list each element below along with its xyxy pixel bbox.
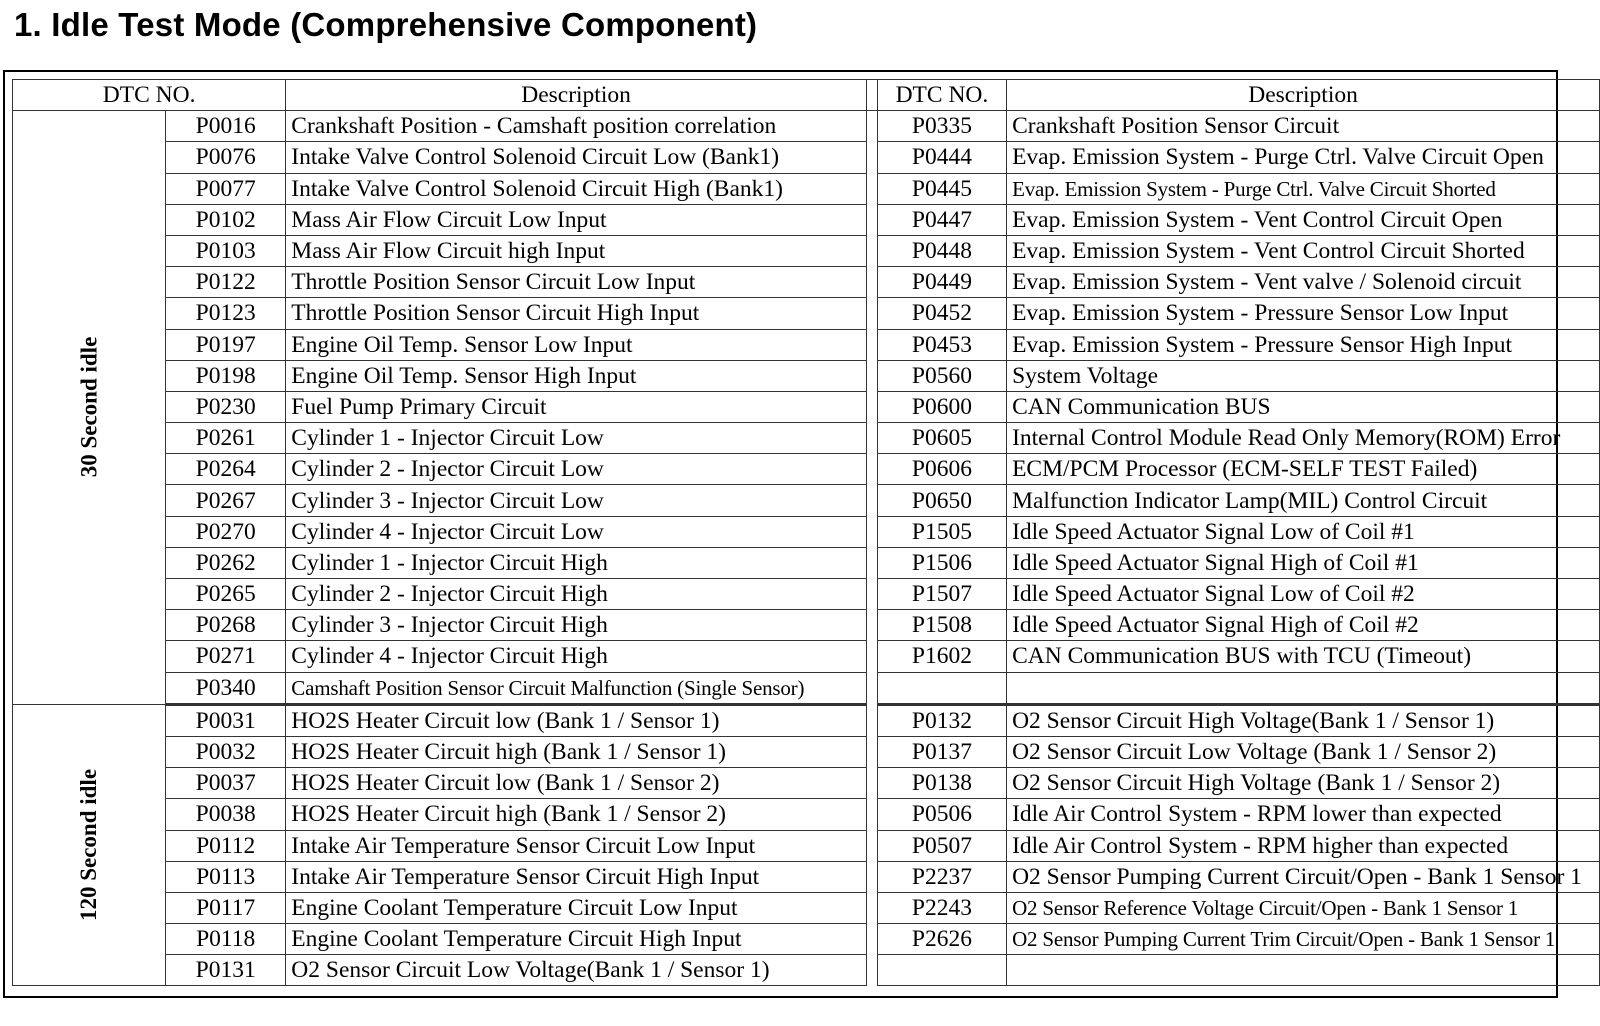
dtc-code-left: P0077 bbox=[166, 173, 286, 204]
table-row bbox=[13, 516, 1600, 547]
dtc-code-right: P0445 bbox=[877, 173, 1006, 204]
description-right: Idle Speed Actuator Signal Low of Coil #2 bbox=[1007, 579, 1600, 610]
table-row bbox=[13, 423, 1600, 454]
description-left: Engine Coolant Temperature Circuit High Input bbox=[286, 924, 867, 955]
dtc-table bbox=[12, 79, 1600, 986]
column-gap bbox=[866, 111, 877, 142]
column-gap bbox=[866, 485, 877, 516]
dtc-code-left: P0267 bbox=[166, 485, 286, 516]
dtc-code-right: P0507 bbox=[877, 830, 1006, 861]
description-left: O2 Sensor Circuit Low Voltage(Bank 1 / Sensor 1) bbox=[286, 955, 867, 986]
dtc-code-left: P0264 bbox=[166, 454, 286, 485]
table-header-row bbox=[13, 80, 1600, 111]
description-right: Idle Speed Actuator Signal Low of Coil #1 bbox=[1007, 516, 1600, 547]
dtc-code-left: P0032 bbox=[166, 736, 286, 767]
header-description-right: Description bbox=[1007, 80, 1600, 111]
column-gap bbox=[866, 799, 877, 830]
dtc-code-right: P0452 bbox=[877, 298, 1006, 329]
description-right: Evap. Emission System - Purge Ctrl. Valve Circuit Shorted bbox=[1007, 173, 1600, 204]
table-row bbox=[13, 892, 1600, 923]
description-left: HO2S Heater Circuit high (Bank 1 / Sensor 1) bbox=[286, 736, 867, 767]
dtc-code-left: P0261 bbox=[166, 423, 286, 454]
dtc-code-left: P0031 bbox=[166, 704, 286, 736]
dtc-code-right: P0560 bbox=[877, 360, 1006, 391]
dtc-code-right: P0448 bbox=[877, 235, 1006, 266]
dtc-code-right: P0605 bbox=[877, 423, 1006, 454]
dtc-code-right: P0444 bbox=[877, 142, 1006, 173]
table-row bbox=[13, 329, 1600, 360]
dtc-code-left: P0340 bbox=[166, 672, 286, 704]
dtc-code-right: P0600 bbox=[877, 391, 1006, 422]
dtc-code-right: P0453 bbox=[877, 329, 1006, 360]
dtc-code-right: P0335 bbox=[877, 111, 1006, 142]
description-right bbox=[1007, 672, 1600, 704]
description-right: O2 Sensor Circuit High Voltage (Bank 1 / Sensor 2) bbox=[1007, 768, 1600, 799]
column-gap bbox=[866, 704, 877, 736]
description-left: HO2S Heater Circuit low (Bank 1 / Sensor 2) bbox=[286, 768, 867, 799]
description-left: Fuel Pump Primary Circuit bbox=[286, 391, 867, 422]
dtc-code-right: P1506 bbox=[877, 547, 1006, 578]
description-left: Cylinder 2 - Injector Circuit High bbox=[286, 579, 867, 610]
column-gap bbox=[866, 454, 877, 485]
table-row bbox=[13, 298, 1600, 329]
description-left: Intake Air Temperature Sensor Circuit Low Input bbox=[286, 830, 867, 861]
dtc-code-left: P0122 bbox=[166, 267, 286, 298]
description-right: O2 Sensor Pumping Current Trim Circuit/Open - Bank 1 Sensor 1 bbox=[1007, 924, 1600, 955]
table-row bbox=[13, 641, 1600, 672]
column-gap bbox=[866, 579, 877, 610]
table-row bbox=[13, 799, 1600, 830]
description-left: Engine Oil Temp. Sensor Low Input bbox=[286, 329, 867, 360]
description-right: O2 Sensor Pumping Current Circuit/Open - Bank 1 Sensor 1 bbox=[1007, 861, 1600, 892]
column-gap bbox=[866, 892, 877, 923]
description-right: Idle Speed Actuator Signal High of Coil #2 bbox=[1007, 610, 1600, 641]
column-gap bbox=[866, 235, 877, 266]
column-gap bbox=[866, 547, 877, 578]
description-right: Evap. Emission System - Vent Control Circuit Open bbox=[1007, 204, 1600, 235]
dtc-code-left: P0038 bbox=[166, 799, 286, 830]
dtc-code-left: P0268 bbox=[166, 610, 286, 641]
table-row bbox=[13, 736, 1600, 767]
description-right: Evap. Emission System - Pressure Sensor High Input bbox=[1007, 329, 1600, 360]
description-right: Evap. Emission System - Purge Ctrl. Valve Circuit Open bbox=[1007, 142, 1600, 173]
description-left: Cylinder 1 - Injector Circuit Low bbox=[286, 423, 867, 454]
dtc-code-right: P1508 bbox=[877, 610, 1006, 641]
table-row bbox=[13, 485, 1600, 516]
dtc-code-right: P2243 bbox=[877, 892, 1006, 923]
description-left: Intake Valve Control Solenoid Circuit Low (Bank1) bbox=[286, 142, 867, 173]
table-row bbox=[13, 579, 1600, 610]
column-gap bbox=[866, 830, 877, 861]
table-row bbox=[13, 704, 1600, 736]
description-left: Camshaft Position Sensor Circuit Malfunction (Single Sensor) bbox=[286, 672, 867, 704]
dtc-code-left: P0198 bbox=[166, 360, 286, 391]
description-left: Crankshaft Position - Camshaft position correlation bbox=[286, 111, 867, 142]
description-left: Intake Valve Control Solenoid Circuit High (Bank1) bbox=[286, 173, 867, 204]
table-row bbox=[13, 267, 1600, 298]
description-right: Idle Speed Actuator Signal High of Coil #1 bbox=[1007, 547, 1600, 578]
group-label: 30 Second idle bbox=[76, 337, 102, 478]
description-left: HO2S Heater Circuit high (Bank 1 / Sensor 2) bbox=[286, 799, 867, 830]
column-gap bbox=[866, 423, 877, 454]
description-right: Evap. Emission System - Vent valve / Solenoid circuit bbox=[1007, 267, 1600, 298]
table-row bbox=[13, 672, 1600, 704]
description-right: CAN Communication BUS with TCU (Timeout) bbox=[1007, 641, 1600, 672]
table-row bbox=[13, 173, 1600, 204]
table-row bbox=[13, 830, 1600, 861]
description-right: Internal Control Module Read Only Memory(ROM) Error bbox=[1007, 423, 1600, 454]
table-row bbox=[13, 391, 1600, 422]
dtc-code-left: P0131 bbox=[166, 955, 286, 986]
dtc-code-right: P0138 bbox=[877, 768, 1006, 799]
dtc-code-right: P0606 bbox=[877, 454, 1006, 485]
description-right: O2 Sensor Circuit Low Voltage (Bank 1 / Sensor 2) bbox=[1007, 736, 1600, 767]
column-gap bbox=[866, 329, 877, 360]
dtc-code-right: P2626 bbox=[877, 924, 1006, 955]
column-gap bbox=[866, 267, 877, 298]
column-gap bbox=[866, 736, 877, 767]
dtc-code-left: P0270 bbox=[166, 516, 286, 547]
column-gap bbox=[866, 80, 877, 111]
dtc-code-right bbox=[877, 672, 1006, 704]
description-right: ECM/PCM Processor (ECM-SELF TEST Failed) bbox=[1007, 454, 1600, 485]
description-right: System Voltage bbox=[1007, 360, 1600, 391]
column-gap bbox=[866, 360, 877, 391]
column-gap bbox=[866, 610, 877, 641]
description-left: Engine Oil Temp. Sensor High Input bbox=[286, 360, 867, 391]
dtc-code-left: P0102 bbox=[166, 204, 286, 235]
column-gap bbox=[866, 391, 877, 422]
column-gap bbox=[866, 924, 877, 955]
dtc-code-right: P0506 bbox=[877, 799, 1006, 830]
dtc-code-right: P1602 bbox=[877, 641, 1006, 672]
table-row bbox=[13, 235, 1600, 266]
description-left: Cylinder 2 - Injector Circuit Low bbox=[286, 454, 867, 485]
dtc-code-right: P0449 bbox=[877, 267, 1006, 298]
column-gap bbox=[866, 641, 877, 672]
dtc-code-right: P0650 bbox=[877, 485, 1006, 516]
description-right: Evap. Emission System - Pressure Sensor Low Input bbox=[1007, 298, 1600, 329]
column-gap bbox=[866, 142, 877, 173]
header-description-left: Description bbox=[286, 80, 867, 111]
description-left: Throttle Position Sensor Circuit Low Input bbox=[286, 267, 867, 298]
table-row bbox=[13, 955, 1600, 986]
column-gap bbox=[866, 861, 877, 892]
description-right: Idle Air Control System - RPM higher than expected bbox=[1007, 830, 1600, 861]
dtc-code-left: P0076 bbox=[166, 142, 286, 173]
description-left: Engine Coolant Temperature Circuit Low Input bbox=[286, 892, 867, 923]
description-right: Malfunction Indicator Lamp(MIL) Control Circuit bbox=[1007, 485, 1600, 516]
dtc-code-right: P2237 bbox=[877, 861, 1006, 892]
table-row bbox=[13, 111, 1600, 142]
table-row bbox=[13, 547, 1600, 578]
dtc-code-left: P0117 bbox=[166, 892, 286, 923]
dtc-code-left: P0113 bbox=[166, 861, 286, 892]
table-row bbox=[13, 610, 1600, 641]
description-right: O2 Sensor Circuit High Voltage(Bank 1 / Sensor 1) bbox=[1007, 704, 1600, 736]
description-left: Cylinder 3 - Injector Circuit Low bbox=[286, 485, 867, 516]
group-label-cell bbox=[13, 111, 166, 705]
table-row bbox=[13, 861, 1600, 892]
description-right: Evap. Emission System - Vent Control Circuit Shorted bbox=[1007, 235, 1600, 266]
dtc-code-right: P0447 bbox=[877, 204, 1006, 235]
dtc-code-right: P1505 bbox=[877, 516, 1006, 547]
description-left: Cylinder 1 - Injector Circuit High bbox=[286, 547, 867, 578]
dtc-code-right: P0137 bbox=[877, 736, 1006, 767]
dtc-code-right bbox=[877, 955, 1006, 986]
description-left: Cylinder 3 - Injector Circuit High bbox=[286, 610, 867, 641]
description-right: CAN Communication BUS bbox=[1007, 391, 1600, 422]
dtc-code-left: P0016 bbox=[166, 111, 286, 142]
group-label-cell bbox=[13, 704, 166, 986]
table-row bbox=[13, 360, 1600, 391]
dtc-code-left: P0103 bbox=[166, 235, 286, 266]
description-right: O2 Sensor Reference Voltage Circuit/Open - Bank 1 Sensor 1 bbox=[1007, 892, 1600, 923]
dtc-code-left: P0037 bbox=[166, 768, 286, 799]
description-left: Cylinder 4 - Injector Circuit High bbox=[286, 641, 867, 672]
column-gap bbox=[866, 204, 877, 235]
table-row bbox=[13, 142, 1600, 173]
description-right: Idle Air Control System - RPM lower than expected bbox=[1007, 799, 1600, 830]
table-row bbox=[13, 454, 1600, 485]
header-dtc-left: DTC NO. bbox=[13, 80, 286, 111]
description-left: Throttle Position Sensor Circuit High Input bbox=[286, 298, 867, 329]
dtc-code-left: P0265 bbox=[166, 579, 286, 610]
column-gap bbox=[866, 768, 877, 799]
table-row bbox=[13, 924, 1600, 955]
dtc-code-left: P0197 bbox=[166, 329, 286, 360]
page-title: 1. Idle Test Mode (Comprehensive Component) bbox=[14, 6, 758, 43]
description-left: Mass Air Flow Circuit Low Input bbox=[286, 204, 867, 235]
column-gap bbox=[866, 955, 877, 986]
description-left: HO2S Heater Circuit low (Bank 1 / Sensor 1) bbox=[286, 704, 867, 736]
column-gap bbox=[866, 672, 877, 704]
dtc-code-left: P0262 bbox=[166, 547, 286, 578]
description-left: Mass Air Flow Circuit high Input bbox=[286, 235, 867, 266]
group-label: 120 Second idle bbox=[76, 769, 102, 922]
dtc-code-left: P0112 bbox=[166, 830, 286, 861]
dtc-code-right: P1507 bbox=[877, 579, 1006, 610]
description-right bbox=[1007, 955, 1600, 986]
table-row bbox=[13, 204, 1600, 235]
column-gap bbox=[866, 298, 877, 329]
dtc-code-right: P0132 bbox=[877, 704, 1006, 736]
description-left: Intake Air Temperature Sensor Circuit High Input bbox=[286, 861, 867, 892]
dtc-code-left: P0118 bbox=[166, 924, 286, 955]
dtc-code-left: P0271 bbox=[166, 641, 286, 672]
column-gap bbox=[866, 173, 877, 204]
column-gap bbox=[866, 516, 877, 547]
header-dtc-right: DTC NO. bbox=[877, 80, 1006, 111]
dtc-code-left: P0123 bbox=[166, 298, 286, 329]
dtc-code-left: P0230 bbox=[166, 391, 286, 422]
description-right: Crankshaft Position Sensor Circuit bbox=[1007, 111, 1600, 142]
table-row bbox=[13, 768, 1600, 799]
description-left: Cylinder 4 - Injector Circuit Low bbox=[286, 516, 867, 547]
